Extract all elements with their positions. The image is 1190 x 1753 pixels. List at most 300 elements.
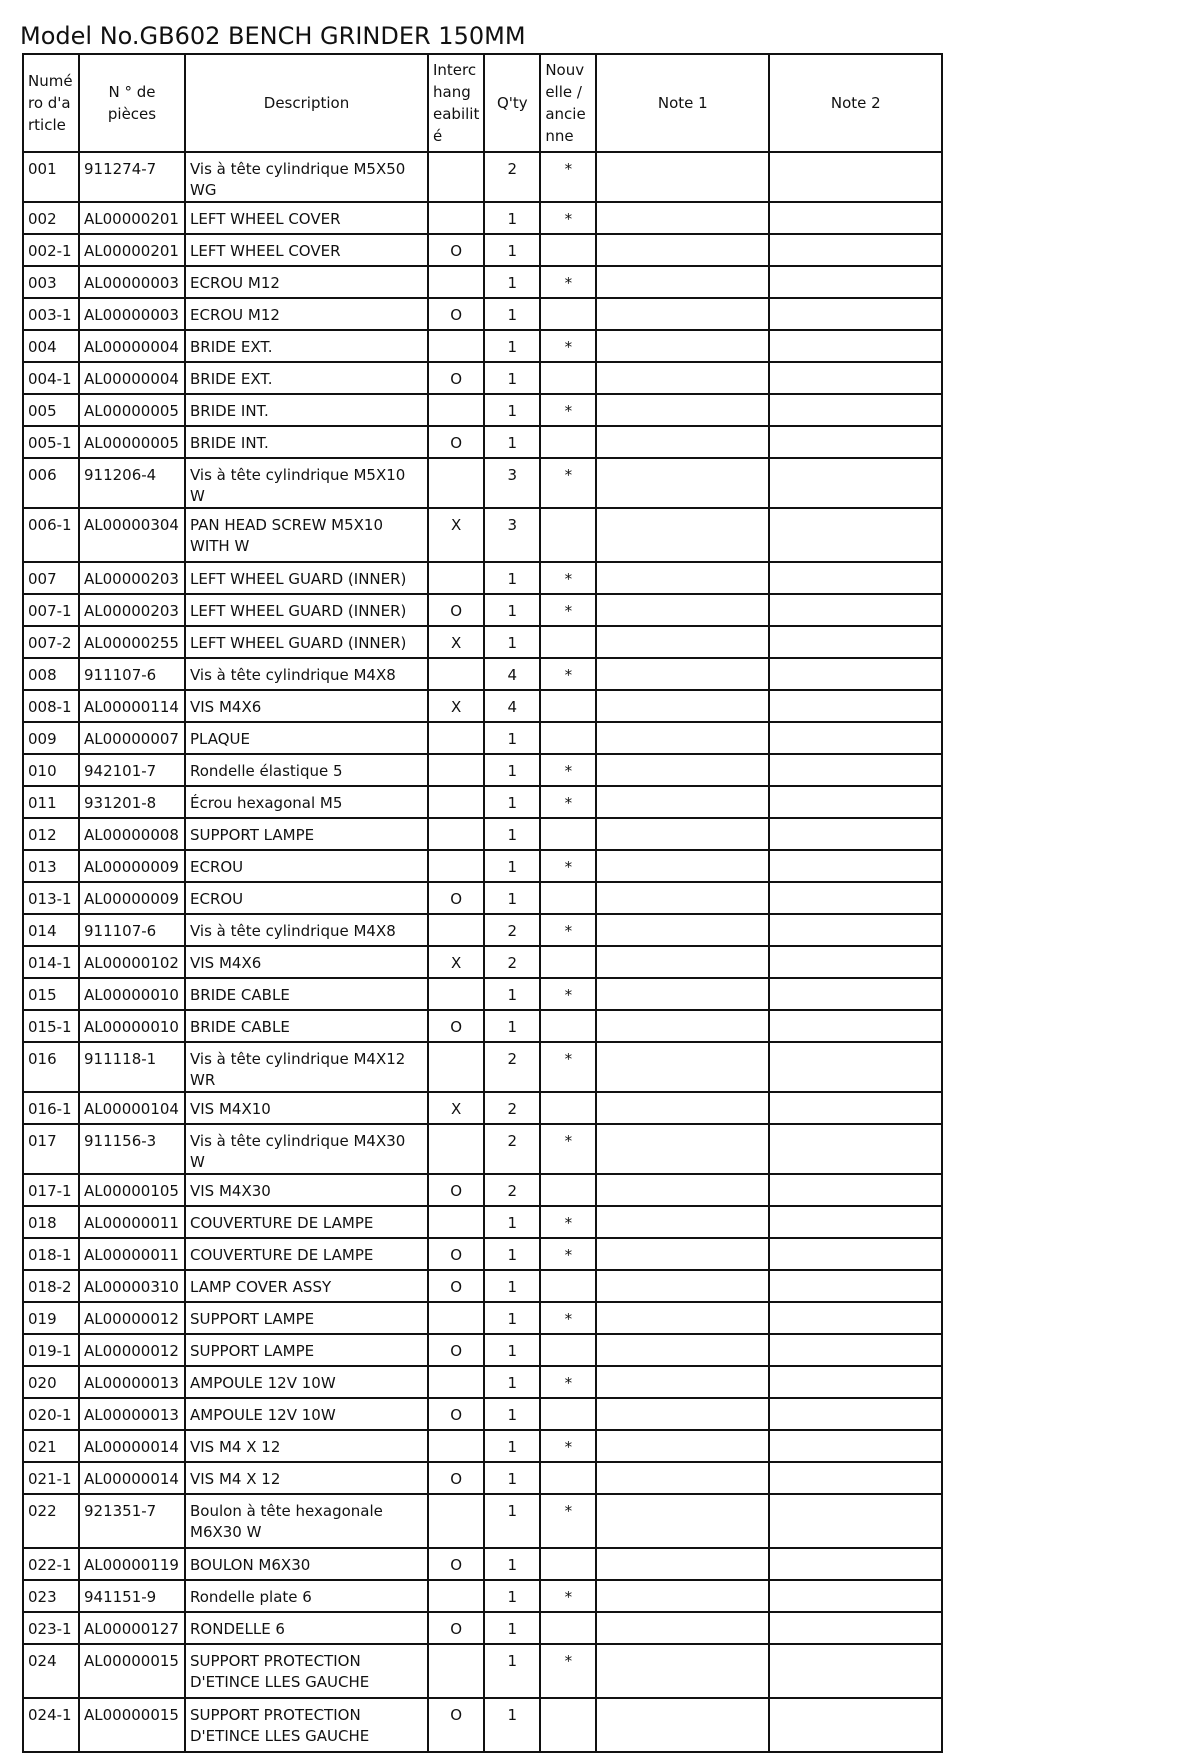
cell-interchangeability: O (428, 1612, 484, 1644)
cell-item-number: 012 (23, 818, 79, 850)
cell-note-2 (769, 914, 942, 946)
cell-part-number: AL00000304 (79, 508, 185, 562)
cell-interchangeability (428, 330, 484, 362)
cell-item-number: 004 (23, 330, 79, 362)
cell-quantity: 1 (484, 626, 540, 658)
cell-item-number: 015-1 (23, 1010, 79, 1042)
cell-part-number: AL00000003 (79, 298, 185, 330)
cell-note-2 (769, 658, 942, 690)
cell-note-1 (596, 1270, 769, 1302)
cell-interchangeability (428, 394, 484, 426)
cell-description: Vis à tête cylindrique M5X10 W (185, 458, 428, 508)
cell-note-2 (769, 754, 942, 786)
cell-note-1 (596, 1302, 769, 1334)
cell-item-number: 013 (23, 850, 79, 882)
cell-description: ECROU M12 (185, 298, 428, 330)
cell-description: Rondelle élastique 5 (185, 754, 428, 786)
cell-note-2 (769, 1174, 942, 1206)
cell-new-old: * (540, 1366, 596, 1398)
table-row (23, 202, 942, 234)
cell-description: LEFT WHEEL COVER (185, 202, 428, 234)
cell-interchangeability: O (428, 426, 484, 458)
table-row (23, 1092, 942, 1124)
cell-note-1 (596, 330, 769, 362)
cell-part-number: AL00000013 (79, 1366, 185, 1398)
table-row (23, 362, 942, 394)
cell-note-2 (769, 1334, 942, 1366)
cell-item-number: 020 (23, 1366, 79, 1398)
cell-part-number: AL00000201 (79, 202, 185, 234)
cell-note-2 (769, 562, 942, 594)
cell-quantity: 1 (484, 234, 540, 266)
cell-description: RONDELLE 6 (185, 1612, 428, 1644)
cell-new-old: * (540, 202, 596, 234)
cell-note-2 (769, 266, 942, 298)
cell-description: Vis à tête cylindrique M4X12 WR (185, 1042, 428, 1092)
cell-part-number: AL00000011 (79, 1238, 185, 1270)
table-row (23, 754, 942, 786)
cell-quantity: 1 (484, 1206, 540, 1238)
table-row (23, 1124, 942, 1174)
cell-quantity: 4 (484, 690, 540, 722)
cell-quantity: 1 (484, 1238, 540, 1270)
table-row (23, 722, 942, 754)
cell-note-2 (769, 722, 942, 754)
table-row (23, 1548, 942, 1580)
cell-quantity: 2 (484, 946, 540, 978)
cell-part-number: AL00000201 (79, 234, 185, 266)
table-row (23, 1462, 942, 1494)
table-row (23, 458, 942, 508)
cell-interchangeability (428, 914, 484, 946)
cell-note-1 (596, 1042, 769, 1092)
cell-item-number: 008-1 (23, 690, 79, 722)
cell-part-number: AL00000003 (79, 266, 185, 298)
cell-part-number: AL00000012 (79, 1302, 185, 1334)
cell-item-number: 024 (23, 1644, 79, 1698)
cell-quantity: 1 (484, 1334, 540, 1366)
cell-interchangeability (428, 1494, 484, 1548)
table-row (23, 1698, 942, 1752)
cell-note-2 (769, 362, 942, 394)
table-row (23, 850, 942, 882)
cell-part-number: AL00000007 (79, 722, 185, 754)
cell-note-2 (769, 1612, 942, 1644)
cell-note-2 (769, 946, 942, 978)
table-row (23, 1270, 942, 1302)
table-row (23, 658, 942, 690)
table-row (23, 786, 942, 818)
table-row (23, 1398, 942, 1430)
cell-interchangeability: O (428, 1398, 484, 1430)
cell-new-old: * (540, 266, 596, 298)
cell-note-2 (769, 882, 942, 914)
cell-item-number: 023 (23, 1580, 79, 1612)
cell-part-number: AL00000015 (79, 1644, 185, 1698)
header-note-1: Note 1 (596, 54, 769, 152)
cell-note-2 (769, 1366, 942, 1398)
cell-new-old (540, 1270, 596, 1302)
table-row (23, 690, 942, 722)
cell-description: BRIDE CABLE (185, 978, 428, 1010)
cell-new-old (540, 882, 596, 914)
cell-new-old (540, 1092, 596, 1124)
cell-new-old: * (540, 330, 596, 362)
cell-part-number: AL00000119 (79, 1548, 185, 1580)
cell-interchangeability: O (428, 1698, 484, 1752)
cell-interchangeability (428, 562, 484, 594)
cell-new-old: * (540, 594, 596, 626)
cell-note-1 (596, 786, 769, 818)
cell-new-old (540, 818, 596, 850)
cell-interchangeability (428, 1430, 484, 1462)
cell-note-2 (769, 1042, 942, 1092)
cell-quantity: 1 (484, 594, 540, 626)
cell-description: PAN HEAD SCREW M5X10 WITH W (185, 508, 428, 562)
cell-part-number: AL00000013 (79, 1398, 185, 1430)
cell-description: LEFT WHEEL COVER (185, 234, 428, 266)
cell-note-1 (596, 1462, 769, 1494)
cell-note-1 (596, 850, 769, 882)
cell-new-old: * (540, 978, 596, 1010)
cell-note-1 (596, 1366, 769, 1398)
table-row (23, 946, 942, 978)
cell-item-number: 014-1 (23, 946, 79, 978)
cell-quantity: 1 (484, 722, 540, 754)
cell-note-1 (596, 266, 769, 298)
cell-part-number: AL00000114 (79, 690, 185, 722)
cell-new-old: * (540, 850, 596, 882)
table-row (23, 1580, 942, 1612)
cell-part-number: AL00000004 (79, 330, 185, 362)
cell-new-old: * (540, 754, 596, 786)
cell-part-number: AL00000127 (79, 1612, 185, 1644)
cell-item-number: 003 (23, 266, 79, 298)
cell-note-2 (769, 1270, 942, 1302)
cell-interchangeability (428, 978, 484, 1010)
cell-quantity: 1 (484, 1302, 540, 1334)
cell-note-1 (596, 1174, 769, 1206)
cell-note-2 (769, 508, 942, 562)
table-row (23, 1430, 942, 1462)
cell-note-2 (769, 330, 942, 362)
cell-new-old: * (540, 562, 596, 594)
cell-quantity: 1 (484, 394, 540, 426)
cell-new-old: * (540, 658, 596, 690)
cell-new-old (540, 1698, 596, 1752)
table-row (23, 818, 942, 850)
cell-quantity: 1 (484, 1548, 540, 1580)
cell-part-number: AL00000203 (79, 594, 185, 626)
cell-part-number: AL00000004 (79, 362, 185, 394)
cell-interchangeability: O (428, 362, 484, 394)
cell-note-1 (596, 562, 769, 594)
cell-note-1 (596, 594, 769, 626)
cell-part-number: AL00000005 (79, 426, 185, 458)
cell-item-number: 007-2 (23, 626, 79, 658)
cell-part-number: 911118-1 (79, 1042, 185, 1092)
cell-note-2 (769, 1548, 942, 1580)
cell-quantity: 1 (484, 1580, 540, 1612)
cell-part-number: 911156-3 (79, 1124, 185, 1174)
cell-description: Écrou hexagonal M5 (185, 786, 428, 818)
cell-note-1 (596, 978, 769, 1010)
cell-interchangeability (428, 786, 484, 818)
cell-item-number: 001 (23, 152, 79, 202)
cell-note-2 (769, 458, 942, 508)
cell-interchangeability (428, 1644, 484, 1698)
cell-part-number: 911274-7 (79, 152, 185, 202)
table-row (23, 914, 942, 946)
cell-description: LEFT WHEEL GUARD (INNER) (185, 594, 428, 626)
table-row (23, 978, 942, 1010)
cell-item-number: 023-1 (23, 1612, 79, 1644)
cell-item-number: 002-1 (23, 234, 79, 266)
table-row (23, 1238, 942, 1270)
cell-note-2 (769, 234, 942, 266)
cell-interchangeability: O (428, 1334, 484, 1366)
cell-quantity: 1 (484, 1462, 540, 1494)
cell-quantity: 2 (484, 1174, 540, 1206)
cell-note-2 (769, 818, 942, 850)
cell-part-number: AL00000010 (79, 1010, 185, 1042)
cell-new-old (540, 1010, 596, 1042)
header-interchangeability: Interc hang eabilit é (428, 54, 484, 152)
table-row (23, 298, 942, 330)
cell-part-number: AL00000009 (79, 850, 185, 882)
cell-new-old: * (540, 1644, 596, 1698)
cell-description: COUVERTURE DE LAMPE (185, 1238, 428, 1270)
parts-table (22, 53, 943, 1753)
cell-quantity: 1 (484, 1644, 540, 1698)
cell-note-2 (769, 1494, 942, 1548)
cell-note-1 (596, 818, 769, 850)
cell-interchangeability: O (428, 882, 484, 914)
cell-interchangeability: X (428, 626, 484, 658)
cell-quantity: 1 (484, 818, 540, 850)
table-header-row (23, 54, 942, 152)
table-row (23, 394, 942, 426)
cell-interchangeability (428, 266, 484, 298)
cell-quantity: 2 (484, 152, 540, 202)
cell-note-2 (769, 978, 942, 1010)
cell-item-number: 005-1 (23, 426, 79, 458)
cell-note-1 (596, 1206, 769, 1238)
cell-note-2 (769, 626, 942, 658)
cell-item-number: 006 (23, 458, 79, 508)
cell-new-old: * (540, 1124, 596, 1174)
cell-description: Boulon à tête hexagonale M6X30 W (185, 1494, 428, 1548)
cell-quantity: 1 (484, 1494, 540, 1548)
cell-interchangeability (428, 458, 484, 508)
cell-note-1 (596, 1238, 769, 1270)
cell-new-old (540, 1334, 596, 1366)
cell-note-1 (596, 1698, 769, 1752)
cell-interchangeability: O (428, 1462, 484, 1494)
cell-new-old: * (540, 1494, 596, 1548)
cell-part-number: AL00000005 (79, 394, 185, 426)
cell-new-old (540, 690, 596, 722)
header-note-2: Note 2 (769, 54, 942, 152)
table-row (23, 266, 942, 298)
cell-description: BOULON M6X30 (185, 1548, 428, 1580)
cell-note-1 (596, 626, 769, 658)
cell-note-1 (596, 754, 769, 786)
cell-description: LAMP COVER ASSY (185, 1270, 428, 1302)
cell-item-number: 002 (23, 202, 79, 234)
cell-note-2 (769, 690, 942, 722)
cell-note-1 (596, 458, 769, 508)
table-row (23, 1010, 942, 1042)
cell-item-number: 005 (23, 394, 79, 426)
cell-quantity: 1 (484, 1698, 540, 1752)
cell-quantity: 1 (484, 882, 540, 914)
cell-quantity: 3 (484, 458, 540, 508)
cell-new-old (540, 234, 596, 266)
cell-note-2 (769, 1092, 942, 1124)
cell-new-old (540, 508, 596, 562)
cell-description: Vis à tête cylindrique M4X30 W (185, 1124, 428, 1174)
cell-quantity: 2 (484, 914, 540, 946)
cell-interchangeability: O (428, 594, 484, 626)
cell-note-2 (769, 1010, 942, 1042)
cell-part-number: 911107-6 (79, 914, 185, 946)
cell-note-1 (596, 946, 769, 978)
cell-item-number: 006-1 (23, 508, 79, 562)
cell-item-number: 007 (23, 562, 79, 594)
cell-quantity: 4 (484, 658, 540, 690)
cell-quantity: 1 (484, 1010, 540, 1042)
cell-item-number: 008 (23, 658, 79, 690)
cell-description: AMPOULE 12V 10W (185, 1398, 428, 1430)
cell-part-number: AL00000010 (79, 978, 185, 1010)
cell-interchangeability (428, 152, 484, 202)
cell-description: LEFT WHEEL GUARD (INNER) (185, 626, 428, 658)
cell-note-1 (596, 1430, 769, 1462)
cell-quantity: 1 (484, 426, 540, 458)
cell-note-1 (596, 882, 769, 914)
cell-note-1 (596, 690, 769, 722)
cell-note-2 (769, 1398, 942, 1430)
cell-quantity: 1 (484, 562, 540, 594)
cell-note-1 (596, 234, 769, 266)
cell-note-2 (769, 1206, 942, 1238)
cell-quantity: 1 (484, 202, 540, 234)
cell-quantity: 1 (484, 1366, 540, 1398)
cell-description: SUPPORT PROTECTION D'ETINCE LLES GAUCHE (185, 1644, 428, 1698)
cell-item-number: 015 (23, 978, 79, 1010)
cell-new-old (540, 298, 596, 330)
cell-description: SUPPORT LAMPE (185, 1302, 428, 1334)
cell-description: PLAQUE (185, 722, 428, 754)
cell-description: COUVERTURE DE LAMPE (185, 1206, 428, 1238)
cell-description: BRIDE EXT. (185, 330, 428, 362)
cell-description: VIS M4X6 (185, 690, 428, 722)
cell-part-number: AL00000310 (79, 1270, 185, 1302)
cell-note-2 (769, 850, 942, 882)
cell-part-number: 911107-6 (79, 658, 185, 690)
cell-note-1 (596, 1124, 769, 1174)
cell-new-old: * (540, 914, 596, 946)
cell-note-2 (769, 426, 942, 458)
cell-interchangeability (428, 1580, 484, 1612)
cell-note-1 (596, 426, 769, 458)
cell-interchangeability (428, 850, 484, 882)
table-row (23, 330, 942, 362)
cell-item-number: 018-2 (23, 1270, 79, 1302)
cell-new-old: * (540, 1042, 596, 1092)
cell-description: BRIDE CABLE (185, 1010, 428, 1042)
cell-new-old: * (540, 1580, 596, 1612)
cell-note-1 (596, 1612, 769, 1644)
cell-note-1 (596, 1548, 769, 1580)
cell-quantity: 1 (484, 978, 540, 1010)
cell-interchangeability (428, 818, 484, 850)
cell-note-2 (769, 1124, 942, 1174)
cell-quantity: 1 (484, 330, 540, 362)
cell-interchangeability: O (428, 1174, 484, 1206)
table-row (23, 1042, 942, 1092)
cell-note-1 (596, 298, 769, 330)
cell-description: VIS M4X10 (185, 1092, 428, 1124)
cell-interchangeability (428, 202, 484, 234)
cell-part-number: AL00000105 (79, 1174, 185, 1206)
cell-note-2 (769, 1462, 942, 1494)
cell-part-number: 911206-4 (79, 458, 185, 508)
cell-item-number: 013-1 (23, 882, 79, 914)
cell-new-old (540, 1174, 596, 1206)
cell-part-number: 941151-9 (79, 1580, 185, 1612)
cell-description: VIS M4 X 12 (185, 1462, 428, 1494)
cell-note-1 (596, 1092, 769, 1124)
cell-quantity: 1 (484, 786, 540, 818)
cell-note-1 (596, 658, 769, 690)
header-quantity: Q'ty (484, 54, 540, 152)
cell-description: SUPPORT LAMPE (185, 818, 428, 850)
cell-new-old (540, 722, 596, 754)
cell-note-2 (769, 1238, 942, 1270)
cell-note-2 (769, 394, 942, 426)
cell-item-number: 021 (23, 1430, 79, 1462)
cell-interchangeability: O (428, 1238, 484, 1270)
cell-item-number: 016-1 (23, 1092, 79, 1124)
cell-new-old: * (540, 458, 596, 508)
cell-interchangeability (428, 1206, 484, 1238)
cell-description: ECROU (185, 850, 428, 882)
cell-quantity: 3 (484, 508, 540, 562)
cell-new-old: * (540, 786, 596, 818)
cell-new-old (540, 626, 596, 658)
cell-note-1 (596, 1398, 769, 1430)
cell-interchangeability (428, 1302, 484, 1334)
cell-new-old (540, 1548, 596, 1580)
cell-new-old (540, 426, 596, 458)
cell-interchangeability (428, 722, 484, 754)
cell-description: VIS M4X6 (185, 946, 428, 978)
cell-note-1 (596, 152, 769, 202)
cell-note-1 (596, 1334, 769, 1366)
cell-part-number: AL00000014 (79, 1430, 185, 1462)
cell-item-number: 018-1 (23, 1238, 79, 1270)
cell-item-number: 014 (23, 914, 79, 946)
header-description: Description (185, 54, 428, 152)
cell-interchangeability (428, 754, 484, 786)
cell-new-old (540, 1612, 596, 1644)
cell-description: ECROU M12 (185, 266, 428, 298)
cell-interchangeability: X (428, 690, 484, 722)
cell-item-number: 003-1 (23, 298, 79, 330)
cell-part-number: AL00000255 (79, 626, 185, 658)
